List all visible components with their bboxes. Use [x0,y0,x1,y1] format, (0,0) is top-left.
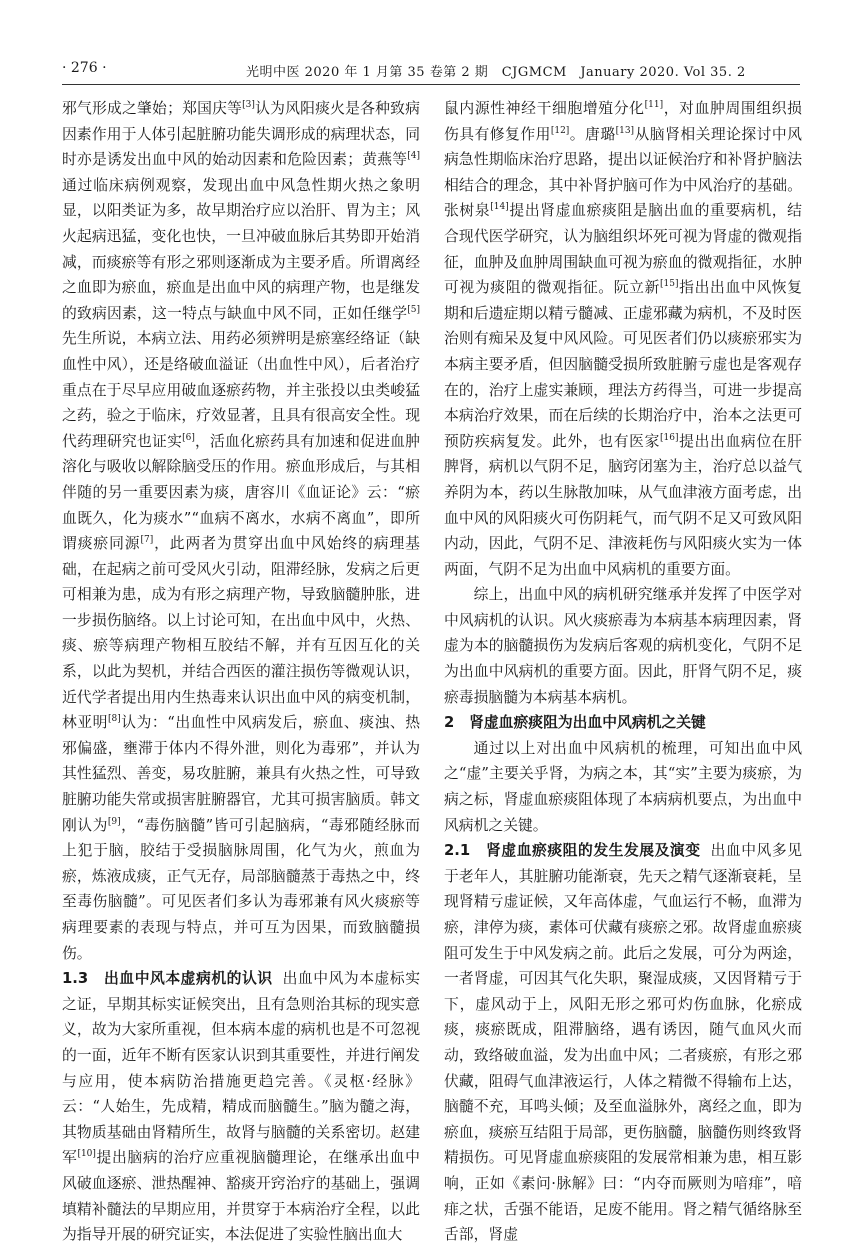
paragraph: 综上，出血中风的病机研究继承并发挥了中医学对中风病机的认识。风火痰瘀毒为本病基本病理因素，肾虚为本的脑髓损伤为发病后客观的病机变化，气阴不足为出血中风病机的重要方面。因此，肝肾气阴不足，痰瘀毒损脑髓为本病基本病机。 [444,586,802,706]
text-segment: 提出出血病位在肝脾肾，病机以气阴不足，脑窍闭塞为主，治疗总以益气养阴为本，药以生脉散加味，从气血津液方面考虑，出血中风的风阳痰火可伤阴耗气，而气阴不足又可致风阳内动，因此，气阴不足、津液耗伤与风阳痰火实为一体两面，气阴不足为出血中风病机的重要方面。 [444,432,802,578]
paragraph [444,838,802,1248]
text-segment: 邪气形成之肇始；郑国庆等 [62,100,243,117]
text-segment: 。唐璐 [569,125,616,143]
text-segment: 从脑肾相关理论探讨中风病急性期临床治疗思路，提出以证候治疗和补肾护脑法相结合的理念，其中补肾护脑可作为中风治疗的基础。张树泉 [444,125,802,220]
page-header [62,58,800,85]
text-segment: 先生所说，本病立法、用药必须辨明是瘀塞经络证（缺血性中风），还是络破血溢证（出血性中风），后者治疗重点在于尽早应用破血逐瘀药物，并主张投以虫类峻猛之药，验之于临床，疗效显著，且具有很高安全性。现代药理研究也证实 [62,330,420,450]
citation: [12] [550,125,570,136]
text-segment: ，对血肿周围组织损伤具有修复作用 [444,100,802,143]
text-segment: 指出出血中风恢复期和后遗症期以精亏髓减、正虚邪藏为病机，不及时医治则有痴呆及复中风风险。可见医者们仍以痰瘀邪实为本病主要矛盾，但因脑髓受损所致脏腑亏虚也是客观存在的，治疗上虚实兼顾，理法方药得当，可进一步提高本病治疗效果，而在后续的长期治疗中，治本之法更可预防疾病复发。此外，也有医家 [444,279,802,450]
section-heading-2-1: 2.1 肾虚血瘀痰阻的发生发展及演变 [444,842,701,860]
citation: [16] [660,432,679,443]
text-segment: 通过临床病例观察，发现出血中风急性期火热之象明显，以阳类证为多，故早期治疗应以治肝、胃为主；风火起病迅猛，变化也快，一旦冲破血脉后其势即开始消减，而痰瘀等有形之邪则逐渐成为主要矛盾。所谓离经之血即为瘀血，瘀血是出血中风的病理产物，也是继发的致病因素，这一特点与缺血中风不同，正如任继学 [62,176,420,322]
left-column [62,96,420,1248]
citation: [8] [107,714,121,725]
text-segment: 出血中风为本虚标实之证，早期其标实证候突出，且有急则治其标的现实意义，故为大家所重视，但本病本虚的病机也是不可忽视的一面，近年不断有医家认识到其重要性，并进行阐发与应用，使本病防治措施更趋完善。《灵枢·经脉》云：“人始生，先成精，精成而脑髓生。”脑为髓之海，其物质基础由肾精所生，故肾与脑髓的关系密切。赵建军 [62,970,420,1167]
text-segment: 认为风阳痰火是各种致病因素作用于人体引起脏腑功能失调形成的病理状态，同时亦是诱发出血中风的始动因素和危险因素；黄燕等 [62,100,420,169]
citation: [14] [490,202,509,213]
citation: [9] [107,816,121,827]
paragraph: 通过以上对出血中风病机的梳理，可知出血中风之“虚”主要关乎肾，为病之本，其“实”主要为痰瘀，为病之标，肾虚血瘀痰阻体现了本病病机要点，为出血中风病机之关键。 [444,739,802,834]
text-segment: ，“毒伤脑髓”皆可引起脑病，“毒邪随经脉而上犯于脑，胶结于受损脑脉周围，化气为火，煎血为瘀，炼液成痰，正气无存，局部脑髓蒸于毒热之中，终至毒伤脑髓”。可见医者们多认为毒邪兼有风火痰瘀等病理要素的表现与特点，并可互为因果，而致脑髓损伤。 [62,816,420,962]
citation: [7] [140,535,154,546]
right-column [444,96,802,1248]
citation: [6] [182,432,195,443]
text-segment: ，活血化瘀药具有加速和促进血肿溶化与吸收以解除脑受压的作用。瘀血形成后，与其相伴随的另一重要因素为痰，唐容川《血证论》云：“瘀血既久，化为痰水”“血病不离水，水病不离血”，即所谓痰瘀同源 [62,432,420,553]
citation: [15] [660,279,679,290]
text-segment: 出血中风多见于老年人，其脏腑功能渐衰，先天之精气逐渐衰耗，呈现肾精亏虚证候，又年高体虚，气血运行不畅，血滞为瘀，津停为痰，素体可伏藏有痰瘀之邪。故肾虚血瘀痰阻可发生于中风发病之前。此后之发展，可分为两途，一者肾虚，可因其气化失职，聚湿成痰，又因肾精亏于下，虚风动于上，风阳无形之邪可灼伤血脉，化瘀成痰，痰瘀既成，阻滞脑络，遇有诱因，随气血风火而动，致络破血溢，发为出血中风；二者痰瘀，有形之邪伏藏，阻碍气血津液运行，人体之精微不得输布上达，脑髓不充，耳鸣头倾；及至血溢脉外，离经之血，即为瘀血，痰瘀互结阻于局部，更伤脑髓，脑髓伤则终致肾精损伤。可见肾虚血瘀痰阻的发展常相兼为患，相互影响，正如《素问·脉解》曰：“内夺而厥则为喑痱”，喑痱之状，舌强不能语，足废不能用。肾之精气循络脉至舌部，肾虚 [444,842,802,1244]
paragraph [62,966,420,1248]
text-segment: 提出肾虚血瘀痰阻是脑出血的重要病机，结合现代医学研究，认为脑组织坏死可视为肾虚的微观指征，血肿及血肿周围缺血可视为瘀血的微观指征，水肿可视为痰阻的微观指征。阮立新 [444,202,802,297]
citation: [10] [77,1149,96,1160]
journal-info: 光明中医 2020 年 1 月第 35 卷第 2 期 CJGMCM January 2020. Vol 35. 2 [246,65,746,80]
citation: [13] [615,125,635,136]
citation: [4] [407,151,420,162]
text-segment: ，此两者为贯穿出血中风始终的病理基础，在起病之前可受风火引动，阻滞经脉，发病之后更可相兼为患，成为有形之病理产物，导致脑髓肿胀，进一步损伤脑络。以上讨论可知，在出血中风中，火热、痰、瘀等病理产物相互胶结不解，并有互因互化的关系，以此为契机，并结合西医的灌注损伤等微观认识，近代学者提出用内生热毒来认识出血中风的病变机制，林亚明 [62,535,420,732]
paragraph [444,96,802,582]
text-segment: 鼠内源性神经干细胞增殖分化 [444,100,645,117]
citation: [3] [242,100,255,111]
section-heading-2: 2 肾虚血瘀痰阻为出血中风病机之关键 [444,714,706,732]
section-heading-1-3: 1.3 出血中风本虚病机的认识 [62,970,273,988]
citation: [11] [644,100,664,111]
text-segment: 认为：“出血性中风病发后，瘀血、痰浊、热邪偏盛，壅滞于体内不得外泄，则化为毒邪”，并认为其性猛烈、善变，易攻脏腑，兼具有火热之性，可导致脏腑功能失常或损害脏腑器官，尤其可损害脑质。韩文刚认为 [62,714,420,834]
page-number: · 276 · [62,60,107,76]
paragraph [62,96,420,966]
citation: [5] [407,304,420,315]
text-segment: 提出脑病的治疗应重视脑髓理论，在继承出血中风破血逐瘀、泄热醒神、豁痰开窍治疗的基础上，强调填精补髓法的早期应用，并贯穿于本病治疗全程，以此为指导开展的研究证实，本法促进了实验性脑出血大 [62,1149,420,1244]
